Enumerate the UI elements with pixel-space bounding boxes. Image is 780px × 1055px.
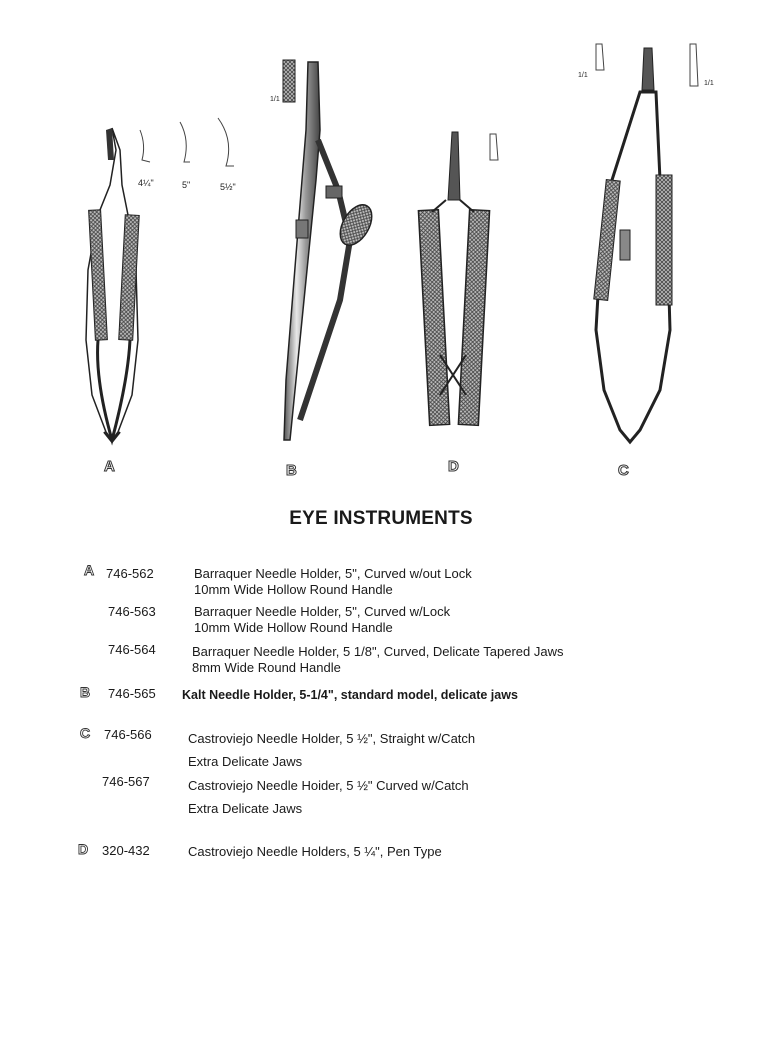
description-line: Barraquer Needle Holder, 5 1/8", Curved, Delicate Tapered Jaws xyxy=(192,644,564,659)
entry-letter-b: B xyxy=(80,684,91,700)
entry-letter-c: C xyxy=(80,725,91,741)
size-label-a2: 5" xyxy=(182,180,191,190)
catalog-description xyxy=(194,566,472,598)
scale-label-c-left: 1/1 xyxy=(578,72,588,79)
catalog-code: 746-567 xyxy=(102,774,150,789)
description-line: 10mm Wide Hollow Round Handle xyxy=(194,620,393,635)
catalog-code: 746-565 xyxy=(108,686,156,701)
description-line: Castroviejo Needle Hoider, 5 ½" Curved w/Catch xyxy=(188,778,469,793)
instrument-d-drawing xyxy=(418,132,498,425)
page-title: EYE INSTRUMENTS xyxy=(289,508,473,529)
instrument-a-drawing xyxy=(86,118,234,442)
catalog-description xyxy=(182,687,518,703)
description-line: Extra Delicate Jaws xyxy=(188,801,303,816)
catalog-code: 746-563 xyxy=(108,604,156,619)
catalog-description xyxy=(192,644,563,676)
size-label-a3: 5½" xyxy=(220,182,236,192)
catalog-code: 746-562 xyxy=(106,566,154,581)
catalog-code: 746-564 xyxy=(108,642,156,657)
description-line: Castroviejo Needle Holders, 5 ¼", Pen Type xyxy=(188,844,442,859)
catalog-code: 320-432 xyxy=(102,843,150,858)
catalog-code: 746-566 xyxy=(104,727,152,742)
figure-label-d: D xyxy=(448,458,459,475)
catalog-description xyxy=(188,727,475,773)
instrument-illustrations xyxy=(0,0,780,490)
entry-letter-d: D xyxy=(78,841,89,857)
description-line: Barraquer Needle Holder, 5", Curved w/Lock xyxy=(194,604,451,619)
description-line: Extra Delicate Jaws xyxy=(188,754,303,769)
instrument-c-drawing xyxy=(594,44,698,442)
catalog-description xyxy=(188,774,469,820)
figure-label-c: C xyxy=(618,462,629,479)
catalog-description xyxy=(188,844,442,860)
figure-label-b: B xyxy=(286,462,297,479)
scale-label-b: 1/1 xyxy=(270,96,280,103)
description-line: Barraquer Needle Holder, 5", Curved w/out Lock xyxy=(194,566,472,581)
entry-letter-a: A xyxy=(84,562,95,578)
description-line: Kalt Needle Holder, 5-1/4", standard model, delicate jaws xyxy=(182,688,518,702)
figure-label-a: A xyxy=(104,458,115,475)
description-line: 10mm Wide Hollow Round Handle xyxy=(194,582,393,597)
description-line: Castroviejo Needle Holder, 5 ½", Straight w/Catch xyxy=(188,731,476,746)
instrument-b-drawing xyxy=(283,60,378,440)
instrument-drawings xyxy=(0,0,780,490)
description-line: 8mm Wide Round Handle xyxy=(192,660,341,675)
catalog-description xyxy=(194,604,450,636)
size-label-a1: 4¼" xyxy=(138,178,154,188)
scale-label-c-right: 1/1 xyxy=(704,80,714,87)
